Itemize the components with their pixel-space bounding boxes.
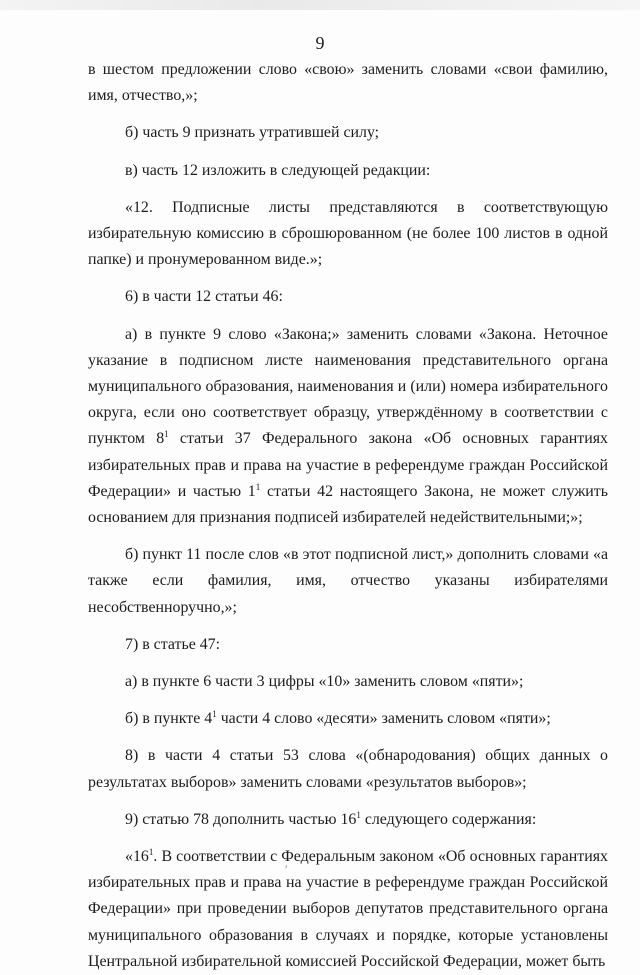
scan-edge-shadow [0, 0, 640, 10]
paragraph-text: б) пункт 11 после слов «в этот подписной лист,» дополнить словами «а также если фамилия, имя, отчество указаны избирателями несобственноручно,»; [88, 546, 608, 616]
superscript: 1 [255, 481, 261, 492]
superscript: 1 [356, 809, 361, 820]
paragraph [88, 57, 608, 109]
paragraph-text: части 4 слово «десяти» заменить словом «пяти»; [216, 710, 551, 728]
paragraph [88, 632, 608, 658]
scan-speck: ′ [285, 862, 288, 876]
document-body [88, 57, 608, 975]
paragraph-text: статьи 37 Федерального закона «Об основных гарантиях избирательных прав и права на участие в референдуме граждан Российской Федерации» и частью 1 [88, 430, 608, 500]
paragraph-text: следующего содержания: [360, 810, 537, 828]
paragraph-text: . В соответствии с Федеральным законом «Об основных гарантиях избирательных прав и права на участие в референдуме граждан Российской Федерации» при проведении выборов депутатов представительного органа муниципального образования в случаях и порядке, которые установлены Центральной избирательной комиссией Российской Федерации, может быть [88, 848, 608, 970]
superscript: 1 [148, 847, 154, 858]
paragraph [88, 743, 608, 795]
paragraph-text: 6) в части 12 статьи 46: [125, 288, 283, 306]
paragraph-text: 8) в части 4 статьи 53 слова «(обнародования) общих данных о результатах выборов» заменить словами «результатов выборов»; [88, 747, 608, 791]
paragraph [88, 706, 608, 732]
paragraph-text: б) в пункте 4 [125, 710, 213, 728]
paragraph [88, 844, 608, 975]
paragraph [88, 158, 608, 184]
paragraph-text: б) часть 9 признать утратившей силу; [125, 124, 380, 142]
paragraph-text: «16 [125, 848, 149, 866]
paragraph [88, 542, 608, 621]
paragraph-text: а) в пункте 6 части 3 цифры «10» заменить словом «пяти»; [125, 673, 524, 691]
superscript: 1 [212, 709, 217, 720]
paragraph [88, 120, 608, 146]
paragraph [88, 195, 608, 274]
paragraph-text: а) в пункте 9 слово «Закона;» заменить словами «Закона. Неточное указание в подписном листе наименования представительного органа муниципального образования, наименования и (или) номера избирательного округа, если оно соответствует образцу, утверждённому в соответствии с пунктом 8 [88, 325, 608, 448]
paragraph-text: статьи 42 настоящего Закона, не может служить основанием для признания подписей избирателей недействительными;»; [88, 482, 608, 527]
paragraph-text: 9) статью 78 дополнить частью 16 [125, 810, 357, 828]
paragraph [88, 322, 608, 532]
paragraph-text: в) часть 12 изложить в следующей редакции: [125, 161, 431, 179]
paragraph-text: 7) в статье 47: [125, 635, 221, 653]
page-number: 9 [315, 33, 325, 53]
paragraph-text: «12. Подписные листы представляются в соответствующую избирательную комиссию в сброшюрованном (не более 100 листов в одной папке) и пронумерованном виде.»; [88, 198, 608, 269]
paragraph [88, 807, 608, 833]
paragraph [88, 669, 608, 695]
paragraph-text: в шестом предложении слово «свою» заменить словами «свои фамилию, имя, отчество,»; [88, 61, 608, 105]
superscript: 1 [164, 429, 169, 440]
paragraph [88, 284, 608, 310]
